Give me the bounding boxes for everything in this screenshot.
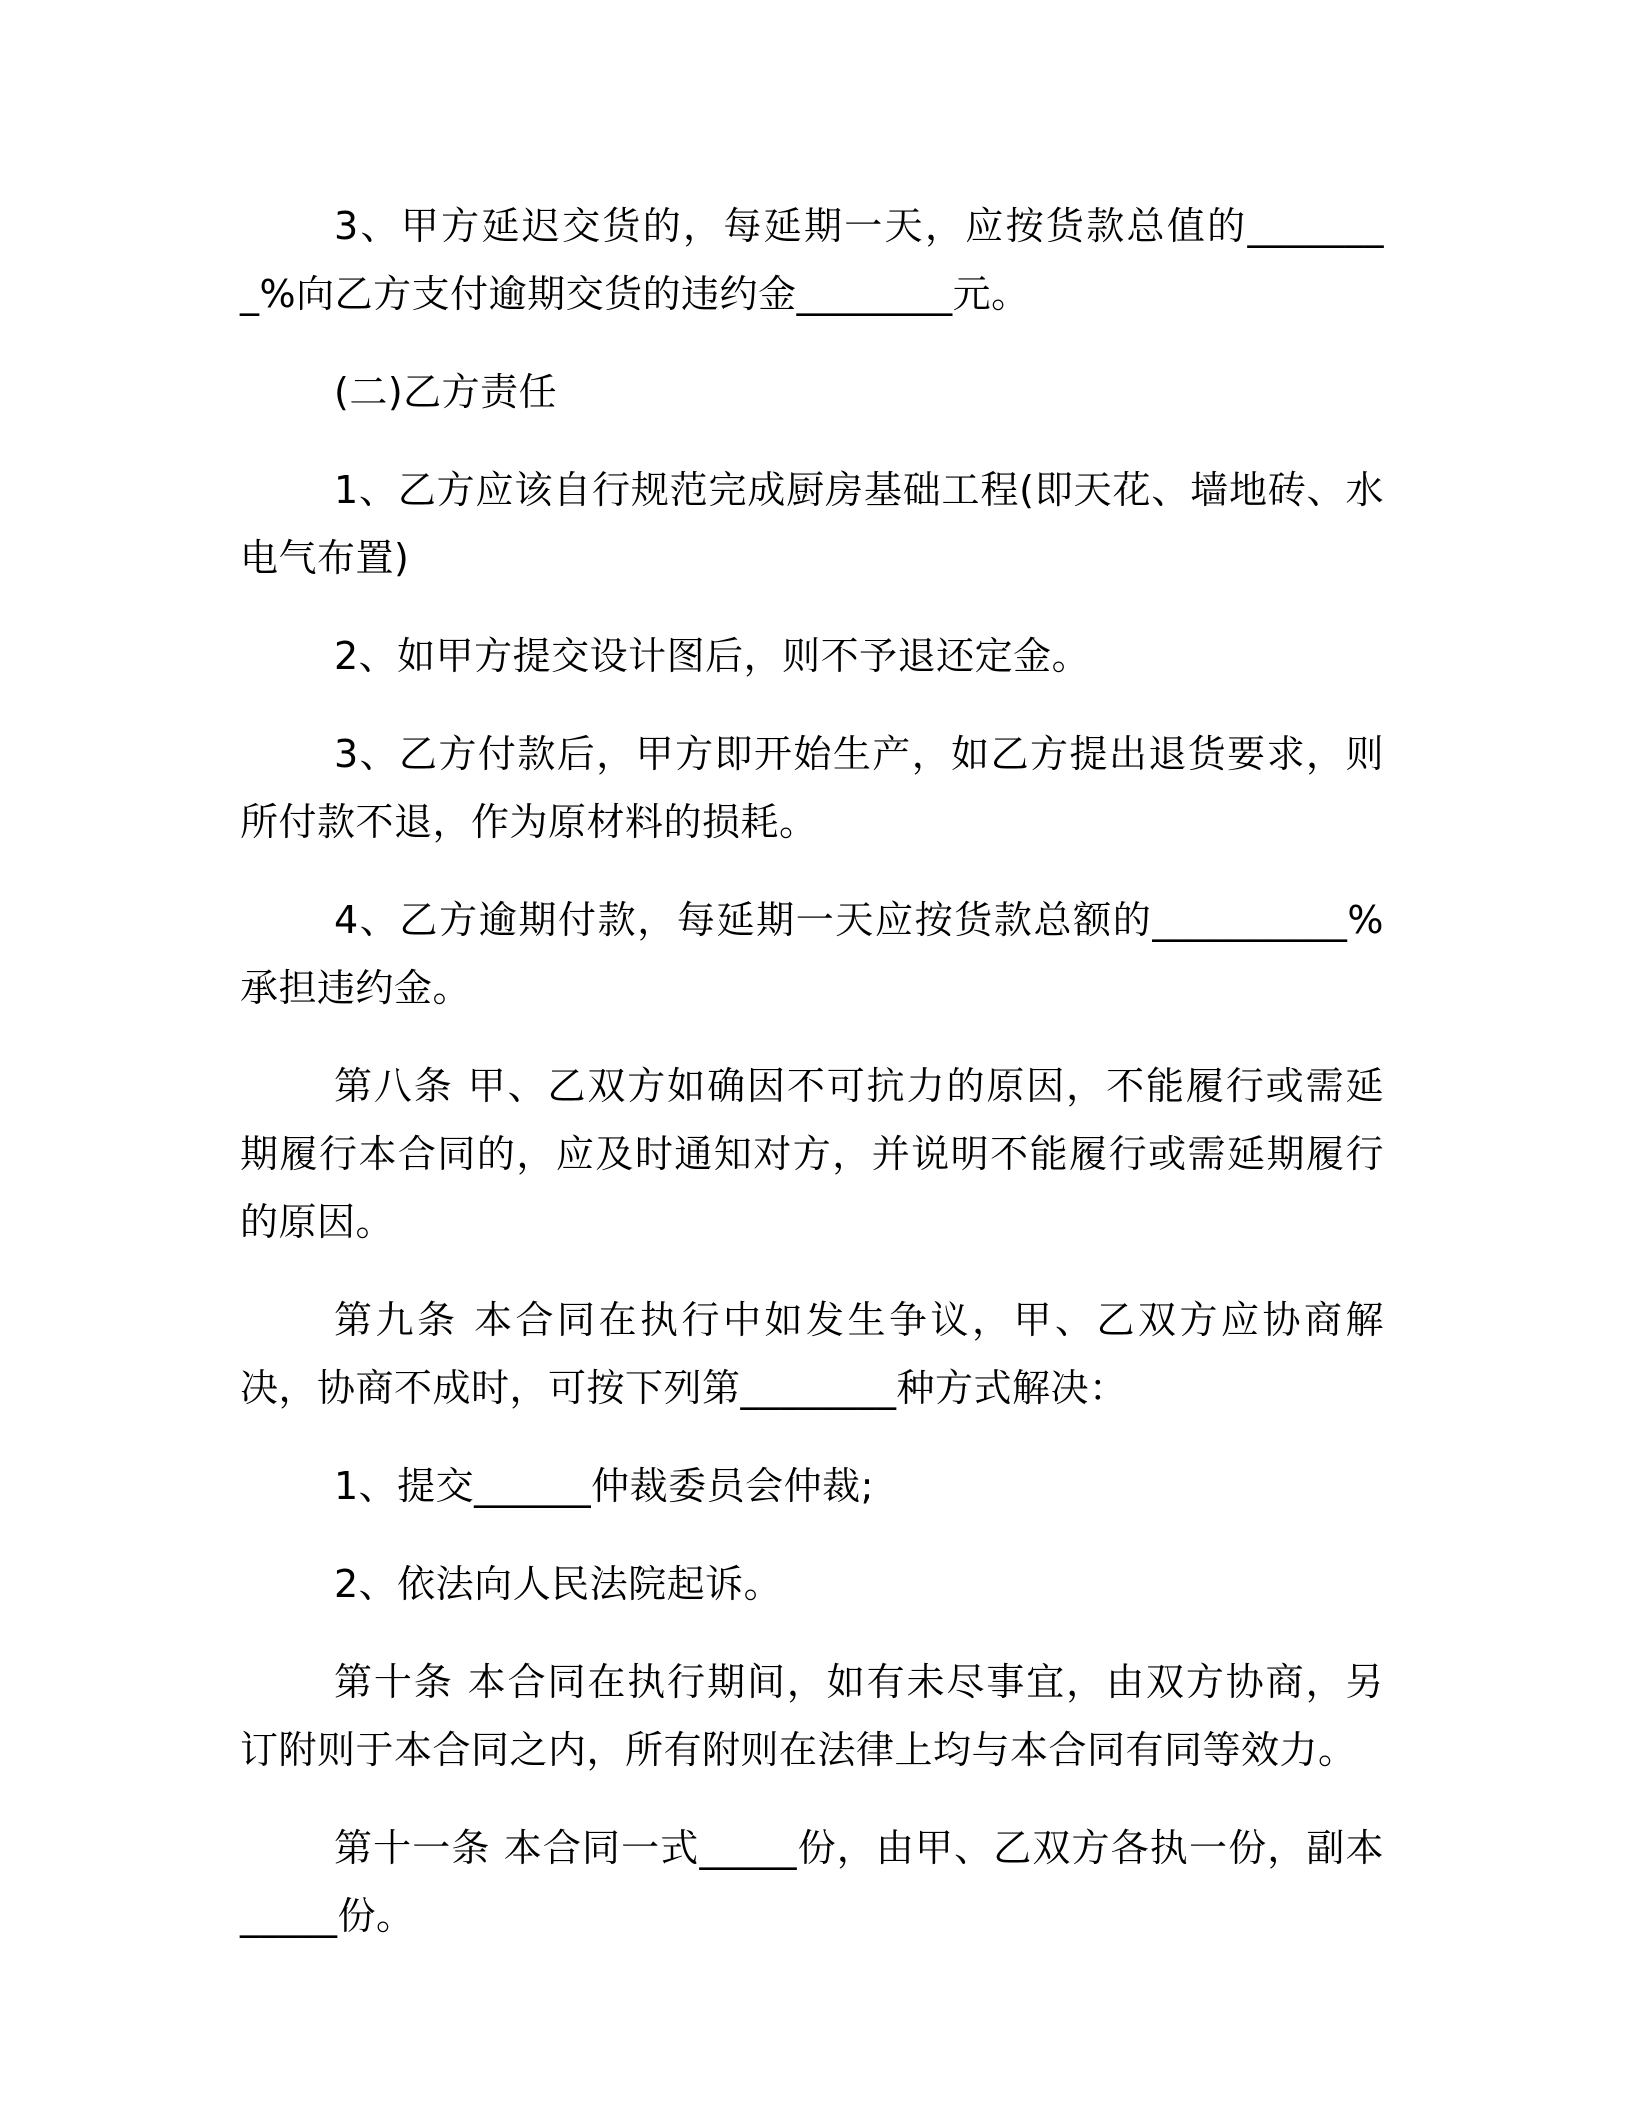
section-heading-party-b-responsibility: (二)乙方责任	[334, 370, 558, 414]
article-8-force-majeure: 第八条 甲、乙双方如确因不可抗力的原因，不能履行或需延期履行本合同的，应及时通知对方，并说明不能履行或需延期履行的原因。	[240, 1064, 1384, 1244]
article-9-dispute-resolution: 第九条 本合同在执行中如发生争议，甲、乙双方应协商解决，协商不成时，可按下列第________种方式解决：	[240, 1298, 1384, 1410]
article-11-copies: 第十一条 本合同一式_____份，由甲、乙双方各执一份，副本_____份。	[240, 1826, 1384, 1938]
dispute-option-court: 2、依法向人民法院起诉。	[334, 1562, 783, 1606]
clause-party-b-kitchen-works: 1、乙方应该自行规范完成厨房基础工程(即天花、墙地砖、水电气布置)	[240, 468, 1384, 580]
clause-party-b-late-payment: 4、乙方逾期付款，每延期一天应按货款总额的__________%承担违约金。	[240, 898, 1384, 1010]
contract-body	[240, 192, 1384, 1980]
dispute-option-arbitration: 1、提交______仲裁委员会仲裁;	[334, 1464, 874, 1508]
clause-no-refund-after-payment: 3、乙方付款后，甲方即开始生产，如乙方提出退货要求，则所付款不退，作为原材料的损耗。	[240, 732, 1384, 844]
clause-party-a-late-delivery: 3、甲方延迟交货的，每延期一天，应按货款总值的________%向乙方支付逾期交货的违约金________元。	[240, 204, 1384, 316]
article-10-supplementary-terms: 第十条 本合同在执行期间，如有未尽事宜，由双方协商，另订附则于本合同之内，所有附则在法律上均与本合同有同等效力。	[240, 1660, 1384, 1772]
clause-deposit-not-refunded: 2、如甲方提交设计图后，则不予退还定金。	[334, 634, 1091, 678]
